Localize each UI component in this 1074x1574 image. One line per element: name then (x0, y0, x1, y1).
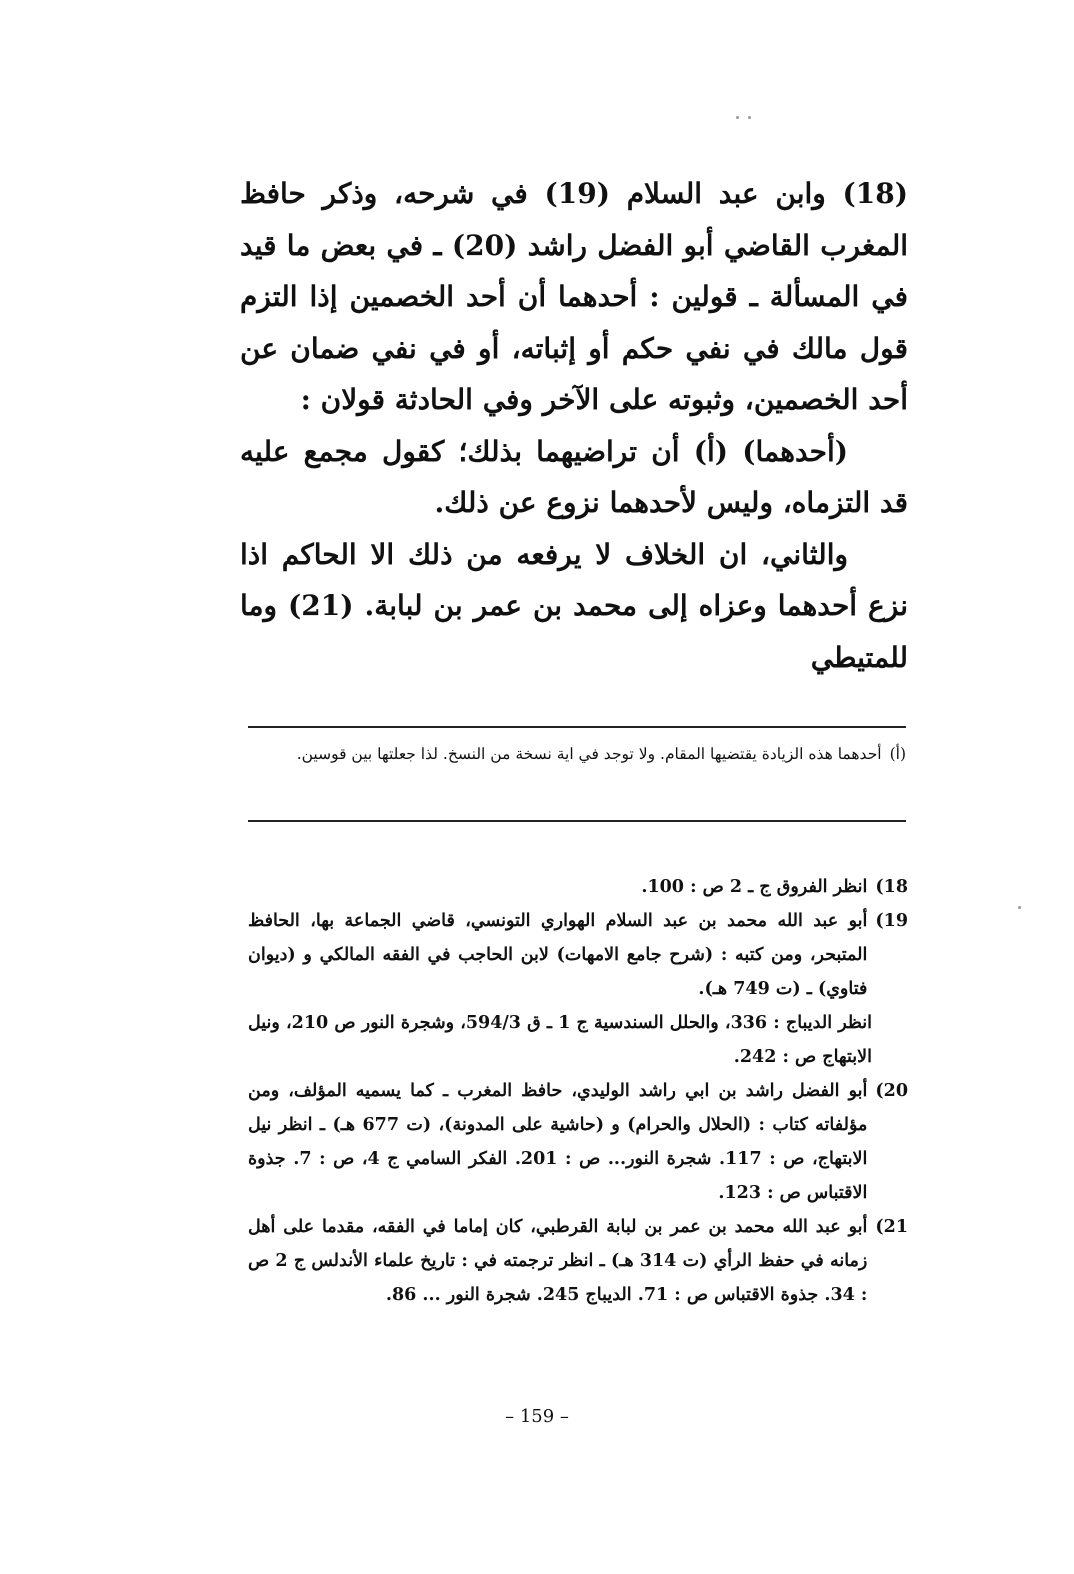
footnote-number: 21) (875, 1217, 908, 1237)
footnote-number: 18) (875, 877, 908, 897)
footnote-text: أبو عبد الله محمد بن عمر بن لبابة القرطبي، كان إماما في الفقه، مقدما على أهل زمانه في حفظ الرأي (ت 314 هـ) ـ انظر ترجمته في : تاريخ علماء الأندلس ج 2 ص : 34. جذوة الاقتباس ص : 71. الديباج 245. شجرة النور ... 86. (248, 1217, 868, 1305)
footnote-number: 20) (875, 1081, 908, 1101)
footnotes-section (248, 870, 908, 1312)
main-paragraph-3: والثاني، ان الخلاف لا يرفعه من ذلك الا الحاكم اذا نزع أحدهما وعزاه إلى محمد بن عمر بن لبابة. (21) وما للمتيطي (240, 537, 908, 674)
editor-note (248, 738, 906, 770)
scan-speck (1018, 906, 1021, 909)
editor-note-marker: (أ) (889, 745, 906, 763)
footnote-text: أبو عبد الله محمد بن عبد السلام الهواري التونسي، قاضي الجماعة بها، الحافظ المتبحر، ومن كتبه : (شرح جامع الامهات) لابن الحاجب في الفقه المالكي و (ديوان فتاوي) ـ (ت 749 هـ). (248, 911, 868, 999)
footnote-number: 19) (875, 911, 908, 931)
footnote-19-reference: انظر الديباج : 336، والحلل السندسية ج 1 ـ ق 594/3، وشجرة النور ص 210، ونيل الابتهاج ص : 242. (248, 1013, 872, 1067)
editor-note-text: أحدهما هذه الزيادة يقتضيها المقام. ولا توجد في اية نسخة من النسخ. لذا جعلتها بين قوسين. (296, 745, 882, 763)
page-number: – 159 – (505, 1406, 569, 1427)
main-paragraph-1: (18) وابن عبد السلام (19) في شرحه، وذكر حافظ المغرب القاضي أبو الفضل راشد (20) ـ في بعض ما قيد في المسألة ـ قولين : أحدهما أن أحد الخصمين إذا التزم قول مالك في نفي حكم أو إثباته، أو في نفي ضمان عن أحد الخصمين، وثبوته على الآخر وفي الحادثة قولان : (240, 177, 909, 416)
footnote-text: انظر الفروق ج ـ 2 ص : 100. (641, 877, 868, 897)
scan-speck (748, 116, 751, 119)
footnote-text: أبو الفضل راشد بن ابي راشد الوليدي، حافظ المغرب ـ كما يسميه المؤلف، ومن مؤلفاته كتاب : (الحلال والحرام) و (حاشية على المدونة)، (ت 677 هـ) ـ انظر نيل الابتهاج، ص : 117. شجرة النور... ص : 201. الفكر السامي ج 4، ص : 7. جذوة الاقتباس ص : 123. (248, 1081, 868, 1203)
editor-note-top-rule (248, 726, 906, 728)
footnote-21 (248, 1210, 908, 1312)
footnote-20 (248, 1074, 908, 1210)
footnote-18 (248, 870, 908, 904)
editor-note-bottom-rule (248, 820, 906, 822)
main-paragraph-2: (أحدهما) (أ) أن تراضيهما بذلك؛ كقول مجمع عليه قد التزماه، وليس لأحدهما نزوع عن ذلك. (240, 434, 908, 519)
footnote-19 (248, 904, 908, 1006)
main-body-text (240, 168, 908, 683)
scan-speck (736, 116, 739, 119)
